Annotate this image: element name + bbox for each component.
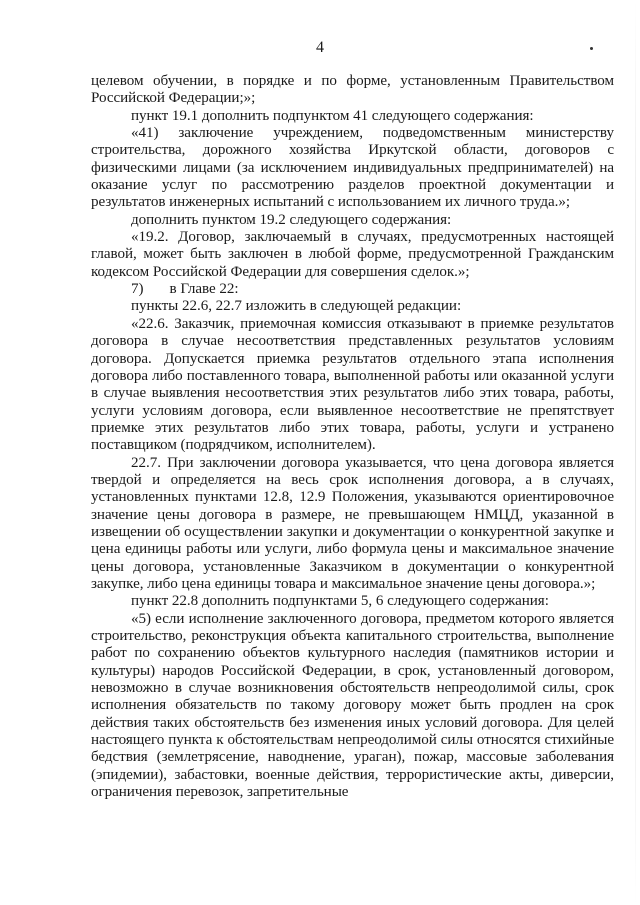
paragraph-9: 22.7. При заключении договора указывается, что цена договора является твердой и определяется на весь срок исполнения договора, а в случаях, установленных пунктами 12.8, 12.9 Положения, указываются ориентировочное значение цены договора в размере, не превышающем НМЦД, указанной в извещении об осуществлении закупки и документации о конкурентной закупке и цена единицы работы или услуги, либо формула цены и максимальное значение цены договора, установленные Заказчиком в документации о конкурентной закупке, либо цена единицы товара и максимальное значение цены договора.»; — [91, 454, 614, 592]
paragraph-3: «41) заключение учреждением, подведомственным министерству строительства, дорожного хозяйства Иркутской области, договоров с физическими лицами (за исключением индивидуальных предпринимателей) на оказание услуг по рассмотрению разделов проектной документации и результатов инженерных испытаний с использованием их личного труда.»; — [91, 125, 614, 211]
paragraph-11: «5) если исполнение заключенного договора, предметом которого является строительство, реконструкция объекта капитального строительства, выполнение работ по сохранению объектов культурного наследия (памятников истории и культуры) народов Российской Федерации, в срок, установленный договором, невозможно в случае возникновения обстоятельств непреодолимой силы, срок исполнения обязательств по такому договору может быть продлен на срок действия таких обстоятельств без изменения иных условий договора. Для целей настоящего пункта к обстоятельствам непреодолимой силы относятся стихийные бедствия (землетрясение, наводнение, ураган), пожар, массовые заболевания (эпидемии), забастовки, военные действия, террористические акты, диверсии, ограничения перевозок, запретительные — [91, 610, 614, 801]
paragraph-5: «19.2. Договор, заключаемый в случаях, предусмотренных настоящей главой, может быть заключен в любой форме, предусмотренной Гражданским кодексом Российской Федерации для совершения сделок.»; — [91, 229, 614, 280]
paragraph-6: 7) в Главе 22: — [131, 281, 239, 298]
paragraph-8: «22.6. Заказчик, приемочная комиссия отказывают в приемке результатов договора в случае несоответствия представленных результатов условиям договора. Допускается приемка результатов отдельного этапа исполнения договора либо поставленного товара, выполненной работы или оказанной услуги в случае выявления несоответствия этих результатов либо этих товара, работы, услуги условиям договора, если выявленное несоответствие не препятствует приемке этих результатов либо этих товара, работы, услуги и устранено поставщиком (подрядчиком, исполнителем). — [91, 315, 614, 454]
paragraph-4: дополнить пунктом 19.2 следующего содержания: — [131, 211, 452, 228]
corner-mark — [590, 47, 593, 50]
paragraph-7: пункты 22.6, 22.7 изложить в следующей редакции: — [131, 298, 462, 315]
page-number: 4 — [316, 39, 324, 56]
document-body — [91, 73, 614, 801]
paragraph-1: целевом обучении, в порядке и по форме, установленным Правительством Российской Федерации;»; — [91, 73, 614, 107]
paragraph-2: пункт 19.1 дополнить подпунктом 41 следующего содержания: — [131, 107, 534, 124]
paragraph-10: пункт 22.8 дополнить подпунктами 5, 6 следующего содержания: — [131, 593, 549, 610]
scan-edge — [635, 0, 636, 905]
